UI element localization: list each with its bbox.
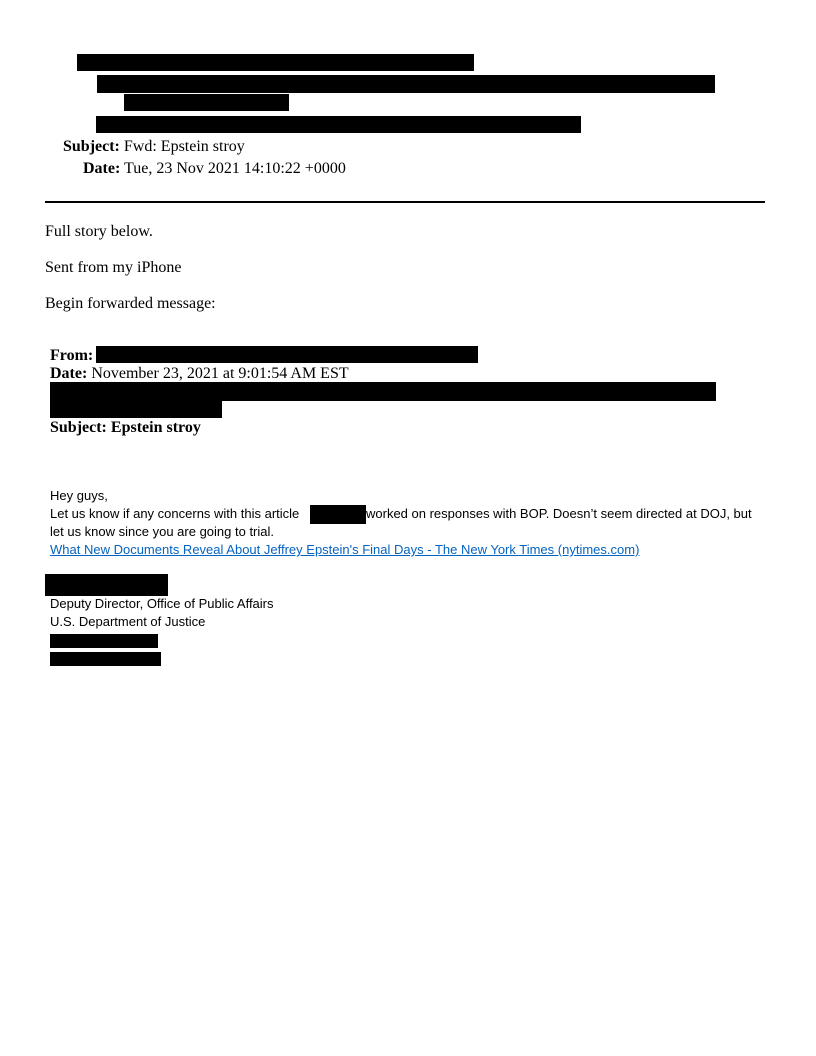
forwarded-date-value: November 23, 2021 at 9:01:54 AM EST <box>91 365 349 382</box>
signature-title: Deputy Director, Office of Public Affairs <box>50 596 274 611</box>
redacted-signature-phone-2 <box>50 652 161 666</box>
inner-line-2: let us know since you are going to trial. <box>50 524 275 539</box>
header-subject-value: Fwd: Epstein stroy <box>123 138 245 155</box>
inner-line-1b: worked on responses with BOP. Doesn’t seem directed at DOJ, but <box>366 506 752 521</box>
forwarded-date <box>50 364 349 384</box>
redacted-forwarded-to <box>50 382 716 401</box>
redacted-forwarded-from <box>96 346 478 363</box>
message-line-2: Sent from my iPhone <box>45 259 182 276</box>
header-subject-label: Subject: <box>63 138 120 155</box>
forwarded-from-label: From: <box>50 347 94 364</box>
forwarded-subject-value: Epstein stroy <box>110 419 201 436</box>
redacted-to <box>97 75 715 93</box>
inner-greeting: Hey guys, <box>50 488 108 503</box>
redacted-signature-name <box>45 574 168 596</box>
header-date-value: Tue, 23 Nov 2021 14:10:22 +0000 <box>124 160 346 177</box>
forwarded-date-label: Date: <box>50 365 88 382</box>
forwarded-subject-label: Subject: <box>50 419 107 436</box>
header-date-label: Date: <box>83 160 121 177</box>
header-subject <box>63 137 245 157</box>
header-date <box>83 159 346 179</box>
message-line-1: Full story below. <box>45 223 153 240</box>
redacted-cc <box>96 116 581 133</box>
redacted-to-continued <box>124 94 289 111</box>
redacted-from <box>77 54 474 71</box>
header-divider <box>45 201 765 203</box>
redacted-signature-phone-1 <box>50 634 158 648</box>
forwarded-subject <box>50 418 201 438</box>
signature-org: U.S. Department of Justice <box>50 614 206 629</box>
inner-line-1a: Let us know if any concerns with this article <box>50 506 300 521</box>
redacted-forwarded-to-continued <box>50 401 222 418</box>
forwarded-from <box>50 346 93 366</box>
message-line-3: Begin forwarded message: <box>45 295 216 312</box>
article-link[interactable]: What New Documents Reveal About Jeffrey Epstein's Final Days - The New York Times (nytimes.com) <box>50 542 640 557</box>
redacted-name-inline <box>310 505 366 524</box>
